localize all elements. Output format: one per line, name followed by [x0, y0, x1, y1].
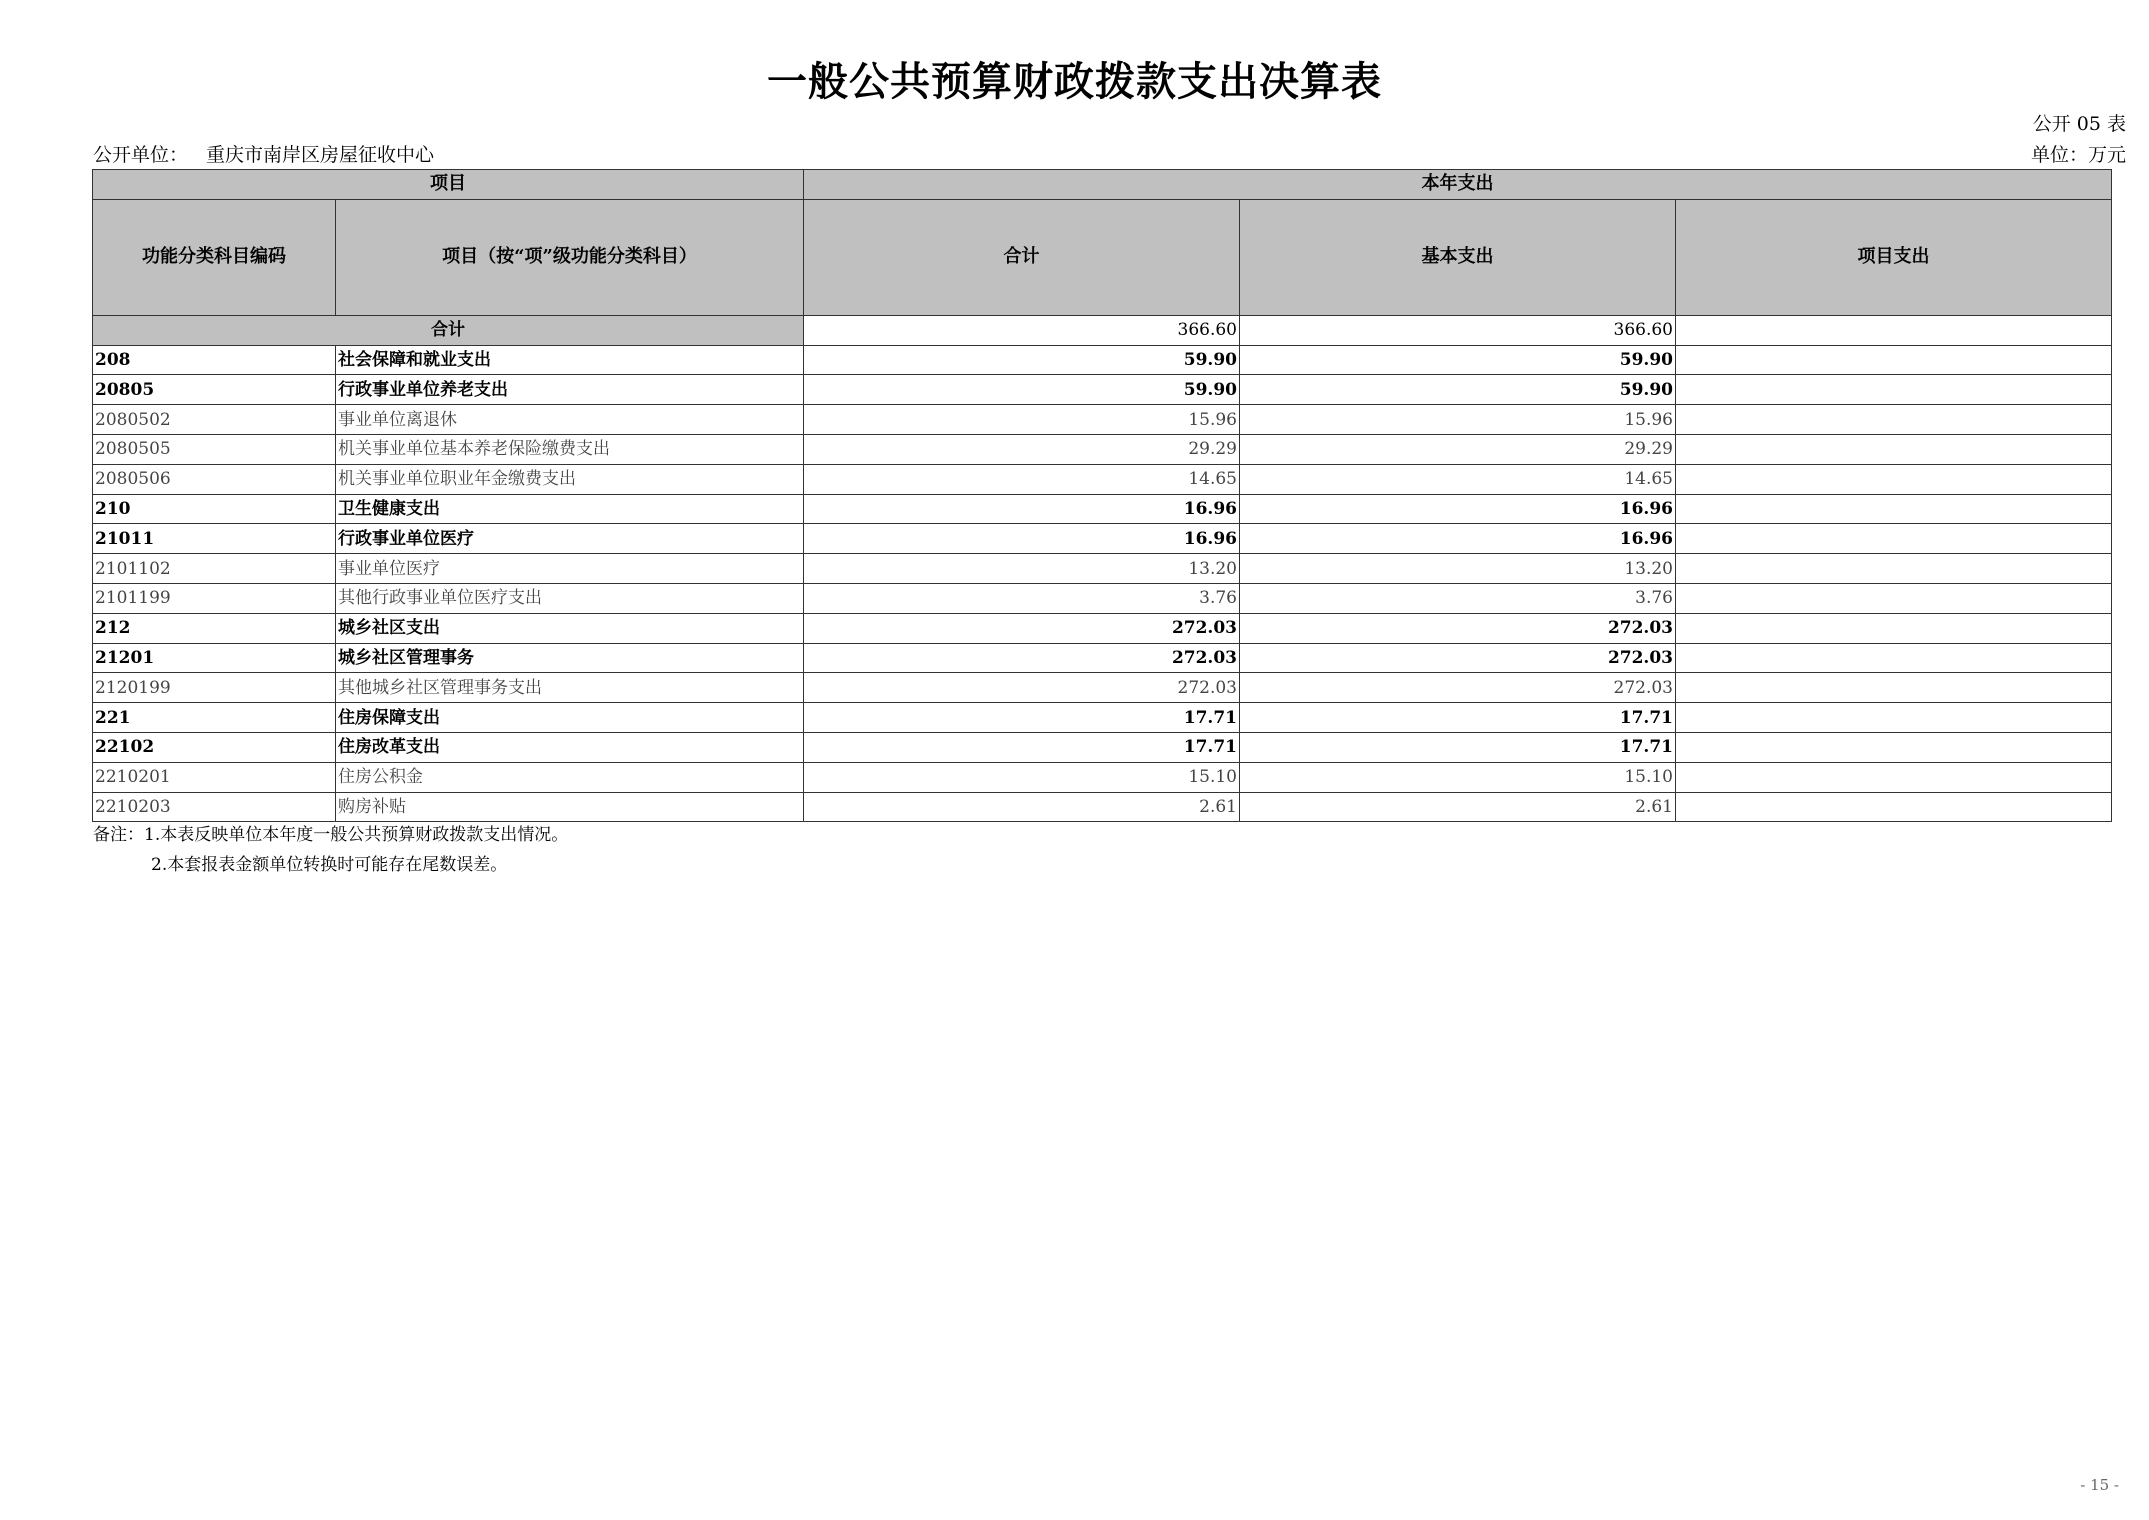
row-total: 16.96: [804, 524, 1240, 554]
reporting-unit: [93, 142, 434, 168]
row-name: 行政事业单位养老支出: [336, 375, 804, 405]
row-basic: 272.03: [1240, 673, 1676, 703]
row-code: 2080506: [93, 464, 336, 494]
row-name: 机关事业单位职业年金缴费支出: [336, 464, 804, 494]
row-code: 2210203: [93, 792, 336, 822]
row-code: 2101199: [93, 583, 336, 613]
header-group-row: [93, 170, 2112, 200]
header-group-item: 项目: [93, 170, 804, 200]
row-project: [1676, 554, 2112, 584]
row-code: 210: [93, 494, 336, 524]
row-code: 212: [93, 613, 336, 643]
row-basic: 272.03: [1240, 643, 1676, 673]
row-project: [1676, 732, 2112, 762]
row-basic: 15.96: [1240, 405, 1676, 435]
row-project: [1676, 583, 2112, 613]
table-row: [93, 494, 2112, 524]
row-name: 行政事业单位医疗: [336, 524, 804, 554]
table-row: [93, 613, 2112, 643]
row-basic: 17.71: [1240, 732, 1676, 762]
note-2: 2.本套报表金额单位转换时可能存在尾数误差。: [151, 855, 508, 875]
row-code: 2080502: [93, 405, 336, 435]
header-name: 项目（按“项”级功能分类科目）: [336, 199, 804, 315]
table-row: [93, 762, 2112, 792]
row-basic: 272.03: [1240, 613, 1676, 643]
row-code: 221: [93, 703, 336, 733]
row-name: 卫生健康支出: [336, 494, 804, 524]
row-basic: 14.65: [1240, 464, 1676, 494]
row-basic: 2.61: [1240, 792, 1676, 822]
row-project: [1676, 703, 2112, 733]
row-project: [1676, 345, 2112, 375]
total-basic: 366.60: [1240, 315, 1676, 345]
row-total: 17.71: [804, 703, 1240, 733]
table-row: [93, 405, 2112, 435]
form-number: 公开 05 表: [2032, 113, 2126, 135]
row-total: 59.90: [804, 345, 1240, 375]
row-project: [1676, 524, 2112, 554]
header-basic: 基本支出: [1240, 199, 1676, 315]
row-project: [1676, 405, 2112, 435]
row-code: 2101102: [93, 554, 336, 584]
row-basic: 16.96: [1240, 524, 1676, 554]
row-code: 22102: [93, 732, 336, 762]
row-total: 272.03: [804, 643, 1240, 673]
header-project: 项目支出: [1676, 199, 2112, 315]
row-code: 21011: [93, 524, 336, 554]
row-project: [1676, 643, 2112, 673]
row-name: 住房改革支出: [336, 732, 804, 762]
page-number: - 15 -: [2080, 1476, 2119, 1494]
row-project: [1676, 494, 2112, 524]
table-row: [93, 583, 2112, 613]
row-total: 14.65: [804, 464, 1240, 494]
row-project: [1676, 434, 2112, 464]
row-name: 住房公积金: [336, 762, 804, 792]
table-row: [93, 464, 2112, 494]
row-total: 272.03: [804, 613, 1240, 643]
row-basic: 17.71: [1240, 703, 1676, 733]
money-unit: 单位：万元: [2030, 144, 2126, 166]
row-basic: 59.90: [1240, 345, 1676, 375]
table-row: [93, 554, 2112, 584]
row-project: [1676, 792, 2112, 822]
row-code: 21201: [93, 643, 336, 673]
total-amount: 366.60: [804, 315, 1240, 345]
row-name: 机关事业单位基本养老保险缴费支出: [336, 434, 804, 464]
row-name: 事业单位离退休: [336, 405, 804, 435]
table-row: [93, 643, 2112, 673]
row-total: 59.90: [804, 375, 1240, 405]
header-group-expense: 本年支出: [804, 170, 2112, 200]
page-title: 一般公共预算财政拨款支出决算表: [767, 58, 1382, 105]
row-total: 15.96: [804, 405, 1240, 435]
row-code: 2210201: [93, 762, 336, 792]
row-name: 城乡社区支出: [336, 613, 804, 643]
row-name: 其他行政事业单位医疗支出: [336, 583, 804, 613]
row-total: 17.71: [804, 732, 1240, 762]
table-row: [93, 792, 2112, 822]
table-row: [93, 375, 2112, 405]
row-total: 16.96: [804, 494, 1240, 524]
row-project: [1676, 673, 2112, 703]
row-name: 住房保障支出: [336, 703, 804, 733]
row-name: 购房补贴: [336, 792, 804, 822]
row-total: 29.29: [804, 434, 1240, 464]
row-basic: 29.29: [1240, 434, 1676, 464]
total-project: [1676, 315, 2112, 345]
row-name: 社会保障和就业支出: [336, 345, 804, 375]
row-project: [1676, 464, 2112, 494]
row-name: 其他城乡社区管理事务支出: [336, 673, 804, 703]
row-basic: 16.96: [1240, 494, 1676, 524]
row-name: 城乡社区管理事务: [336, 643, 804, 673]
reporting-unit-label: 公开单位：: [93, 144, 189, 166]
row-code: 208: [93, 345, 336, 375]
row-name: 事业单位医疗: [336, 554, 804, 584]
row-project: [1676, 613, 2112, 643]
row-code: 2080505: [93, 434, 336, 464]
row-basic: 3.76: [1240, 583, 1676, 613]
table-row: [93, 434, 2112, 464]
header-column-row: [93, 199, 2112, 315]
total-label: 合计: [93, 315, 804, 345]
row-code: 2120199: [93, 673, 336, 703]
row-basic: 59.90: [1240, 375, 1676, 405]
table-row: [93, 673, 2112, 703]
table-row: [93, 703, 2112, 733]
row-total: 13.20: [804, 554, 1240, 584]
row-total: 2.61: [804, 792, 1240, 822]
header-code: 功能分类科目编码: [93, 199, 336, 315]
row-project: [1676, 375, 2112, 405]
total-row: [93, 315, 2112, 345]
notes: [93, 820, 568, 880]
header-total: 合计: [804, 199, 1240, 315]
row-project: [1676, 762, 2112, 792]
row-total: 3.76: [804, 583, 1240, 613]
row-code: 20805: [93, 375, 336, 405]
row-basic: 15.10: [1240, 762, 1676, 792]
table-row: [93, 345, 2112, 375]
note-1: 备注：1.本表反映单位本年度一般公共预算财政拨款支出情况。: [93, 825, 569, 845]
reporting-unit-name: 重庆市南岸区房屋征收中心: [206, 144, 435, 166]
row-total: 15.10: [804, 762, 1240, 792]
table-row: [93, 732, 2112, 762]
expenditure-table: [92, 169, 2112, 822]
row-total: 272.03: [804, 673, 1240, 703]
row-basic: 13.20: [1240, 554, 1676, 584]
table-row: [93, 524, 2112, 554]
